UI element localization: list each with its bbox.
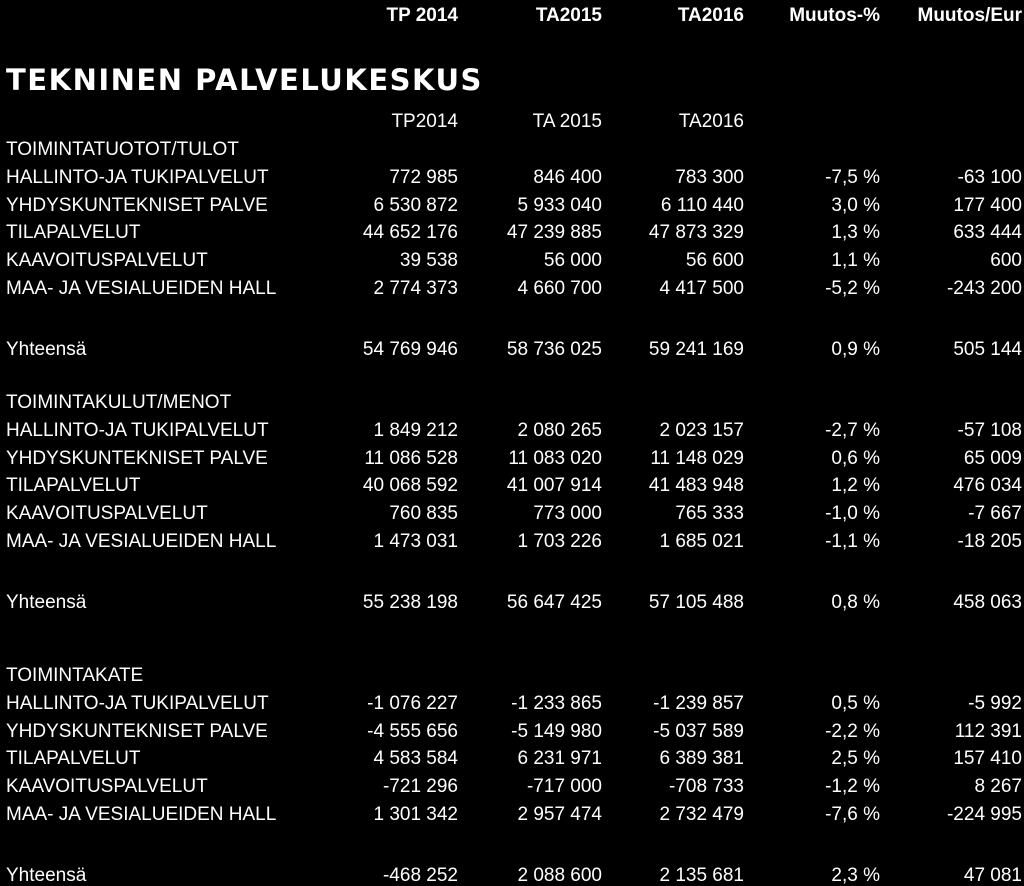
cell-tp2014: 6 530 872 bbox=[373, 194, 458, 216]
cell-muutos-pct: -1,0 % bbox=[825, 503, 880, 525]
total-cell-muutos-eur: 47 081 bbox=[963, 865, 1022, 886]
cell-muutos-eur: -5 992 bbox=[968, 692, 1022, 714]
cell-muutos-eur: -18 205 bbox=[957, 531, 1022, 552]
cell-muutos-eur: 8 267 bbox=[974, 776, 1022, 798]
cell-ta2015: -1 233 865 bbox=[511, 692, 602, 714]
total-cell-ta2015: 2 088 600 bbox=[517, 865, 602, 886]
cell-muutos-pct: 1,2 % bbox=[831, 475, 880, 497]
cell-ta2016: 6 389 381 bbox=[659, 748, 744, 770]
cell-ta2016: 2 732 479 bbox=[659, 804, 744, 825]
cell-ta2015: 846 400 bbox=[533, 166, 602, 188]
cell-muutos-eur: 633 444 bbox=[953, 222, 1022, 244]
cell-ta2015: 2 080 265 bbox=[517, 419, 602, 441]
cell-muutos-eur: -63 100 bbox=[957, 166, 1022, 188]
cell-ta2015: 41 007 914 bbox=[506, 475, 602, 497]
cell-muutos-eur: 476 034 bbox=[953, 475, 1022, 497]
cell-muutos-pct: -5,2 % bbox=[825, 278, 880, 299]
cell-ta2015: 1 703 226 bbox=[517, 531, 602, 552]
cell-ta2016: -1 239 857 bbox=[653, 692, 744, 714]
cell-muutos-pct: -7,6 % bbox=[825, 804, 880, 825]
cell-ta2015: -717 000 bbox=[526, 776, 602, 798]
cell-ta2015: -5 149 980 bbox=[511, 720, 602, 742]
cell-muutos-pct: -2,7 % bbox=[825, 419, 880, 441]
cell-muutos-pct: 2,5 % bbox=[831, 748, 880, 770]
total-label: Yhteensä bbox=[6, 866, 87, 885]
cell-muutos-eur: 177 400 bbox=[953, 194, 1022, 216]
cell-tp2014: 772 985 bbox=[389, 166, 458, 188]
total-cell-tp2014: -468 252 bbox=[382, 865, 458, 886]
cell-ta2016: 4 417 500 bbox=[659, 278, 744, 299]
row-label: YHDYSKUNTEKNISET PALVE bbox=[6, 195, 268, 215]
cell-tp2014: 1 473 031 bbox=[373, 531, 458, 552]
total-cell-ta2016: 57 105 488 bbox=[648, 592, 744, 613]
cell-tp2014: 40 068 592 bbox=[362, 475, 458, 497]
cell-muutos-pct: -2,2 % bbox=[825, 720, 880, 742]
total-cell-tp2014: 55 238 198 bbox=[362, 592, 458, 613]
cell-tp2014: -4 555 656 bbox=[367, 720, 458, 742]
cell-ta2015: 4 660 700 bbox=[517, 278, 602, 299]
total-label: Yhteensä bbox=[6, 593, 87, 612]
cell-ta2015: 2 957 474 bbox=[517, 804, 602, 825]
cell-tp2014: 4 583 584 bbox=[373, 748, 458, 770]
header-tp2014: TP 2014 bbox=[386, 5, 458, 26]
cell-muutos-eur: -7 667 bbox=[968, 503, 1022, 525]
cell-ta2015: 5 933 040 bbox=[517, 194, 602, 216]
row-label: YHDYSKUNTEKNISET PALVE bbox=[6, 448, 268, 468]
cell-muutos-eur: 157 410 bbox=[953, 748, 1022, 770]
cell-tp2014: 760 835 bbox=[389, 503, 458, 525]
cell-ta2016: 765 333 bbox=[675, 503, 744, 525]
row-label: KAAVOITUSPALVELUT bbox=[6, 251, 208, 271]
cell-muutos-pct: 0,5 % bbox=[831, 692, 880, 714]
cell-tp2014: 11 086 528 bbox=[364, 447, 458, 469]
cell-tp2014: 39 538 bbox=[399, 250, 458, 272]
row-label: MAA- JA VESIALUEIDEN HALL bbox=[6, 805, 277, 824]
row-label: KAAVOITUSPALVELUT bbox=[6, 504, 208, 524]
cell-ta2016: 2 023 157 bbox=[659, 419, 744, 441]
cell-ta2016: 47 873 329 bbox=[648, 222, 744, 244]
total-cell-ta2015: 56 647 425 bbox=[506, 592, 602, 613]
total-cell-muutos-eur: 505 144 bbox=[953, 339, 1022, 360]
cell-tp2014: -721 296 bbox=[382, 776, 458, 798]
header-ta2016: TA2016 bbox=[677, 5, 744, 26]
row-label: HALLINTO-JA TUKIPALVELUT bbox=[6, 167, 269, 187]
cell-ta2016: 1 685 021 bbox=[659, 531, 744, 552]
total-cell-muutos-pct: 0,9 % bbox=[831, 339, 880, 360]
cell-ta2016: 41 483 948 bbox=[648, 475, 744, 497]
cell-muutos-eur: 112 391 bbox=[954, 720, 1022, 742]
total-label: Yhteensä bbox=[6, 340, 87, 359]
cell-tp2014: 44 652 176 bbox=[362, 222, 458, 244]
cell-ta2015: 56 000 bbox=[543, 250, 602, 272]
cell-muutos-pct: -1,2 % bbox=[825, 776, 880, 798]
row-label: TILAPALVELUT bbox=[6, 223, 141, 243]
cell-muutos-pct: -7,5 % bbox=[825, 166, 880, 188]
subheader-ta2016: TA2016 bbox=[678, 111, 744, 132]
cell-muutos-pct: 3,0 % bbox=[831, 194, 880, 216]
cell-tp2014: 1 849 212 bbox=[373, 419, 458, 441]
row-label: TILAPALVELUT bbox=[6, 749, 141, 769]
cell-muutos-eur: 600 bbox=[990, 250, 1022, 272]
row-label: YHDYSKUNTEKNISET PALVE bbox=[6, 721, 268, 741]
total-cell-muutos-pct: 2,3 % bbox=[831, 865, 880, 886]
total-cell-ta2015: 58 736 025 bbox=[506, 339, 602, 360]
cell-ta2016: -5 037 589 bbox=[653, 720, 744, 742]
section-heading: TOIMINTAKULUT/MENOT bbox=[6, 393, 232, 412]
cell-ta2016: 783 300 bbox=[675, 166, 744, 188]
total-cell-ta2016: 59 241 169 bbox=[648, 339, 744, 360]
cell-tp2014: 1 301 342 bbox=[373, 804, 458, 825]
cell-ta2015: 773 000 bbox=[533, 503, 602, 525]
cell-ta2015: 11 083 020 bbox=[508, 447, 602, 469]
row-label: MAA- JA VESIALUEIDEN HALL bbox=[6, 532, 277, 551]
header-ta2015: TA2015 bbox=[535, 5, 602, 26]
total-cell-muutos-eur: 458 063 bbox=[953, 592, 1022, 613]
cell-ta2015: 47 239 885 bbox=[506, 222, 602, 244]
row-label: TILAPALVELUT bbox=[6, 476, 141, 496]
cell-muutos-pct: -1,1 % bbox=[825, 531, 880, 552]
header-muutos-eur: Muutos/Eur bbox=[917, 5, 1022, 26]
cell-muutos-pct: 0,6 % bbox=[831, 447, 880, 469]
total-cell-muutos-pct: 0,8 % bbox=[831, 592, 880, 613]
row-label: MAA- JA VESIALUEIDEN HALL bbox=[6, 279, 277, 298]
cell-tp2014: 2 774 373 bbox=[373, 278, 458, 299]
row-label: KAAVOITUSPALVELUT bbox=[6, 777, 208, 797]
cell-ta2016: 11 148 029 bbox=[650, 447, 744, 469]
cell-ta2016: -708 733 bbox=[668, 776, 744, 798]
cell-ta2016: 56 600 bbox=[685, 250, 744, 272]
row-label: HALLINTO-JA TUKIPALVELUT bbox=[6, 420, 269, 440]
cell-muutos-eur: -243 200 bbox=[946, 278, 1022, 299]
header-muutos-pct: Muutos-% bbox=[789, 5, 880, 26]
cell-tp2014: -1 076 227 bbox=[367, 692, 458, 714]
total-cell-ta2016: 2 135 681 bbox=[659, 865, 744, 886]
section-heading: TOIMINTATUOTOT/TULOT bbox=[6, 140, 239, 159]
cell-muutos-eur: -57 108 bbox=[957, 419, 1022, 441]
row-label: HALLINTO-JA TUKIPALVELUT bbox=[6, 693, 269, 713]
cell-muutos-eur: -224 995 bbox=[946, 804, 1022, 825]
page-title: TEKNINEN PALVELUKESKUS bbox=[6, 63, 483, 97]
section-heading: TOIMINTAKATE bbox=[6, 666, 144, 685]
cell-muutos-pct: 1,3 % bbox=[831, 222, 880, 244]
cell-muutos-eur: 65 009 bbox=[963, 447, 1022, 469]
cell-ta2015: 6 231 971 bbox=[517, 748, 602, 770]
total-cell-tp2014: 54 769 946 bbox=[362, 339, 458, 360]
subheader-tp2014: TP2014 bbox=[391, 111, 458, 132]
cell-ta2016: 6 110 440 bbox=[660, 194, 744, 216]
subheader-ta2015: TA 2015 bbox=[532, 111, 602, 132]
cell-muutos-pct: 1,1 % bbox=[831, 250, 880, 272]
